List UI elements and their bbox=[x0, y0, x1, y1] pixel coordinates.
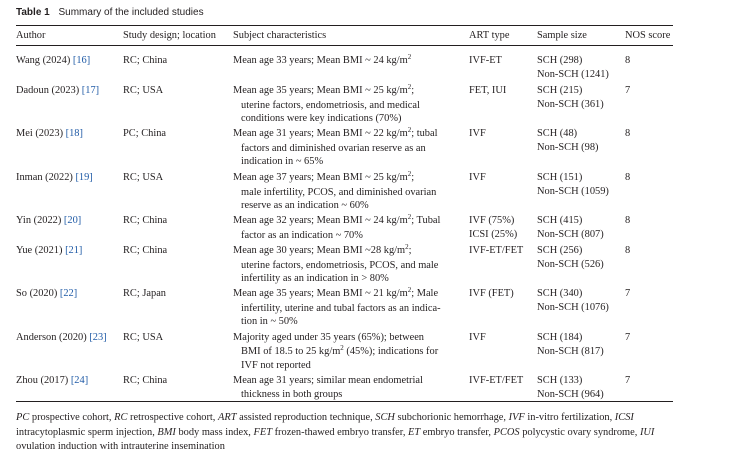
author-cell bbox=[16, 331, 107, 345]
table-title: Summary of the included studies bbox=[58, 7, 204, 18]
footnote-abbr: PCOS bbox=[493, 426, 520, 438]
footnote-abbr: RC bbox=[114, 412, 128, 423]
subject-line bbox=[233, 331, 438, 345]
subject-line-text: Mean age 33 years; Mean BMI ~ 24 kg/m bbox=[233, 55, 408, 66]
subject-line bbox=[233, 287, 441, 302]
footnote-abbr: PC bbox=[16, 412, 30, 423]
subject-line bbox=[233, 302, 441, 316]
art-cell bbox=[469, 171, 486, 185]
subject-line-tail: ; Male bbox=[411, 288, 439, 299]
author-name: Wang (2024) bbox=[16, 55, 73, 66]
subject-line bbox=[233, 54, 411, 69]
author-name: So (2020) bbox=[16, 288, 60, 299]
nos-cell: 7 bbox=[625, 332, 631, 343]
citation-link[interactable]: [19] bbox=[75, 172, 93, 183]
subject-line-text: Mean age 35 years; Mean BMI ~ 25 kg/m bbox=[233, 85, 408, 96]
subject-line bbox=[233, 259, 438, 273]
citation-link[interactable]: [16] bbox=[72, 55, 91, 66]
art-cell bbox=[469, 374, 523, 388]
footnote-abbr: FET bbox=[253, 426, 272, 438]
subject-line-text: Majority aged under 35 years (65%); between bbox=[233, 332, 425, 343]
design-cell: RC; USA bbox=[123, 332, 164, 343]
author-name: Yin (2022) bbox=[16, 215, 64, 226]
art-line: IVF-ET/FET bbox=[469, 375, 524, 386]
sample-cell bbox=[537, 171, 609, 198]
subject-line-text: uterine factors, endometriosis, and medical bbox=[241, 99, 420, 111]
subject-line bbox=[233, 155, 437, 169]
art-line: IVF bbox=[469, 332, 486, 343]
art-cell bbox=[469, 214, 517, 241]
sample-line: Non-SCH (1076) bbox=[537, 301, 609, 313]
author-name: Zhou (2017) bbox=[16, 375, 71, 386]
subject-line-sup: 2 bbox=[407, 170, 412, 178]
nos-cell: 7 bbox=[625, 288, 631, 299]
author-cell bbox=[16, 84, 99, 98]
art-line: IVF (FET) bbox=[469, 288, 514, 299]
sample-line: SCH (184) bbox=[537, 332, 583, 343]
art-cell bbox=[469, 287, 514, 301]
art-cell bbox=[469, 84, 506, 98]
subject-line-text: infertility, uterine and tubal factors as an indica- bbox=[241, 302, 441, 314]
sample-cell bbox=[537, 84, 604, 111]
header-subject: Subject characteristics bbox=[233, 30, 327, 41]
sample-line: SCH (133) bbox=[537, 375, 583, 386]
subject-line bbox=[233, 171, 436, 186]
subject-line bbox=[233, 84, 420, 99]
subject-line bbox=[233, 214, 440, 229]
subject-line-text: conditions were key indications (70%) bbox=[241, 113, 402, 124]
subject-line-tail: ; tubal bbox=[411, 128, 438, 139]
footnote-def: retrospective cohort, bbox=[127, 412, 218, 423]
art-line: IVF bbox=[469, 172, 486, 183]
author-cell bbox=[16, 287, 77, 301]
subject-line-text: IVF not reported bbox=[241, 360, 311, 371]
footnote-abbr: BMI bbox=[157, 426, 176, 438]
table-label: Table 1 bbox=[16, 7, 50, 18]
subject-cell bbox=[233, 287, 441, 329]
footnote-def: assisted reproduction technique, bbox=[236, 412, 376, 423]
subject-line-sup: 2 bbox=[405, 243, 409, 251]
nos-cell: 8 bbox=[625, 215, 631, 226]
citation-link[interactable]: [22] bbox=[59, 288, 78, 299]
subject-line-sup: 2 bbox=[407, 83, 412, 91]
subject-line-text: Mean age 37 years; Mean BMI ~ 25 kg/m bbox=[233, 172, 408, 183]
author-cell bbox=[16, 374, 88, 388]
citation-link[interactable]: [18] bbox=[65, 128, 83, 139]
table-footnote bbox=[16, 411, 686, 455]
footnote-def: ovulation induction with intrauterine insemination bbox=[16, 441, 225, 452]
sample-line: SCH (48) bbox=[537, 128, 578, 139]
author-name: Yue (2021) bbox=[16, 245, 66, 256]
nos-cell: 8 bbox=[625, 128, 631, 139]
subject-line-tail: ; Tubal bbox=[411, 215, 441, 226]
design-cell: RC; China bbox=[123, 245, 168, 256]
subject-cell bbox=[233, 54, 411, 69]
header-art: ART type bbox=[469, 30, 510, 41]
subject-line-text: Mean age 31 years; similar mean endometrial bbox=[233, 375, 423, 386]
sample-line: SCH (415) bbox=[537, 215, 583, 226]
design-cell: RC; USA bbox=[123, 85, 164, 96]
subject-line bbox=[233, 272, 438, 286]
subject-line-text: factors and diminished ovarian reserve as an bbox=[241, 142, 426, 154]
footnote-def: in-vitro fertilization, bbox=[524, 412, 615, 423]
subject-line bbox=[233, 345, 438, 360]
art-line: IVF-ET bbox=[469, 55, 502, 66]
header-author: Author bbox=[16, 30, 46, 41]
subject-line-text: uterine factors, endometriosis, PCOS, and male bbox=[241, 259, 439, 271]
subject-line-text: reserve as an indication ~ 60% bbox=[241, 200, 369, 211]
subject-cell bbox=[233, 374, 423, 401]
subject-line-sup: 2 bbox=[407, 213, 412, 221]
citation-link[interactable]: [21] bbox=[65, 245, 83, 256]
nos-cell: 8 bbox=[625, 172, 631, 183]
art-cell bbox=[469, 331, 486, 345]
header-design: Study design; location bbox=[123, 30, 216, 41]
subject-line-tail: (45%); indications for bbox=[343, 345, 439, 357]
sample-cell bbox=[537, 331, 604, 358]
author-cell bbox=[16, 54, 90, 68]
subject-line-sup: 2 bbox=[340, 343, 344, 352]
sample-cell bbox=[537, 287, 609, 314]
sample-line: Non-SCH (817) bbox=[537, 345, 604, 357]
header-rule bbox=[16, 45, 673, 46]
subject-line-text: Mean age 35 years; Mean BMI ~ 21 kg/m bbox=[233, 288, 408, 299]
subject-line-text: Mean age 32 years; Mean BMI ~ 24 kg/m bbox=[233, 215, 408, 226]
footnote-def: intracytoplasmic sperm injection, bbox=[16, 426, 158, 438]
footnote-abbr: ICSI bbox=[614, 412, 634, 423]
subject-line-text: BMI of 18.5 to 25 kg/m bbox=[241, 345, 341, 357]
subject-line-sup: 2 bbox=[407, 126, 412, 134]
bottom-rule bbox=[16, 401, 673, 402]
sample-line: Non-SCH (807) bbox=[537, 228, 604, 240]
sample-line: Non-SCH (361) bbox=[537, 98, 604, 110]
design-cell: RC; Japan bbox=[123, 288, 167, 299]
art-line: IVF (75%) bbox=[469, 215, 515, 226]
sample-line: SCH (256) bbox=[537, 245, 583, 256]
nos-cell: 8 bbox=[625, 55, 631, 66]
top-rule bbox=[16, 25, 673, 26]
footnote-def: polycystic ovary syndrome, bbox=[519, 426, 640, 438]
subject-cell bbox=[233, 171, 436, 213]
footnote-def: body mass index, bbox=[175, 426, 254, 438]
sample-line: SCH (298) bbox=[537, 55, 583, 66]
art-cell bbox=[469, 244, 523, 258]
design-cell: RC; China bbox=[123, 55, 168, 66]
subject-line-tail: ; bbox=[411, 172, 415, 183]
subject-line bbox=[233, 142, 437, 156]
subject-line bbox=[233, 127, 437, 142]
subject-line-tail: ; bbox=[411, 85, 415, 96]
subject-line-text: male infertility, PCOS, and diminished ovarian bbox=[241, 186, 437, 198]
citation-link[interactable]: [20] bbox=[63, 215, 82, 226]
nos-cell: 7 bbox=[625, 375, 631, 386]
header-sample: Sample size bbox=[537, 30, 587, 41]
subject-line bbox=[233, 199, 436, 213]
author-name: Mei (2023) bbox=[16, 128, 66, 139]
nos-cell: 7 bbox=[625, 85, 631, 96]
sample-line: SCH (151) bbox=[537, 172, 583, 183]
footnote-abbr: IUI bbox=[639, 426, 655, 438]
citation-link[interactable]: [23] bbox=[89, 332, 107, 343]
author-cell bbox=[16, 214, 81, 228]
subject-line bbox=[233, 186, 436, 200]
subject-line bbox=[233, 388, 423, 402]
subject-line-text: factor as an indication ~ 70% bbox=[241, 229, 363, 241]
subject-line-text: infertility as an indication in > 80% bbox=[241, 273, 389, 284]
author-cell bbox=[16, 244, 82, 258]
author-name: Anderson (2020) bbox=[16, 332, 90, 343]
subject-line-text: Mean age 30 years; Mean BMI ~28 kg/m bbox=[233, 245, 406, 256]
nos-cell: 8 bbox=[625, 245, 631, 256]
sample-cell bbox=[537, 244, 604, 271]
sample-line: SCH (340) bbox=[537, 288, 583, 299]
citation-link[interactable]: [24] bbox=[70, 375, 89, 386]
footnote-def: frozen-thawed embryo transfer, bbox=[271, 426, 409, 438]
author-cell bbox=[16, 171, 93, 185]
subject-cell bbox=[233, 214, 440, 242]
sample-line: Non-SCH (98) bbox=[537, 141, 599, 153]
footnote-abbr: SCH bbox=[375, 412, 395, 423]
footnote-def: embryo transfer, bbox=[420, 426, 494, 438]
art-line: FET, IUI bbox=[469, 85, 507, 96]
author-cell bbox=[16, 127, 83, 141]
design-cell: RC; China bbox=[123, 215, 168, 226]
subject-line-tail: ; bbox=[408, 245, 412, 256]
sample-line: SCH (215) bbox=[537, 85, 583, 96]
subject-line-text: tion in ~ 50% bbox=[241, 316, 298, 327]
sample-cell bbox=[537, 54, 609, 81]
sample-line: Non-SCH (964) bbox=[537, 388, 604, 400]
art-cell bbox=[469, 127, 486, 141]
author-name: Dadoun (2023) bbox=[16, 85, 82, 96]
art-line: ICSI (25%) bbox=[469, 228, 518, 240]
design-cell: RC; China bbox=[123, 375, 168, 386]
art-cell bbox=[469, 54, 502, 68]
sample-line: Non-SCH (1059) bbox=[537, 185, 609, 197]
subject-line-text: Mean age 31 years; Mean BMI ~ 22 kg/m bbox=[233, 128, 408, 139]
subject-line bbox=[233, 374, 423, 388]
footnote-abbr: ET bbox=[408, 426, 421, 438]
subject-line-text: indication in ~ 65% bbox=[241, 156, 324, 167]
sample-cell bbox=[537, 127, 598, 154]
subject-line-text: thickness in both groups bbox=[241, 388, 343, 400]
footnote-def: subchorionic hemorrhage, bbox=[394, 412, 509, 423]
subject-line-sup: 2 bbox=[407, 53, 412, 61]
design-cell: PC; China bbox=[123, 128, 167, 139]
sample-cell bbox=[537, 214, 604, 241]
subject-cell bbox=[233, 244, 438, 286]
footnote-abbr: IVF bbox=[508, 412, 525, 423]
subject-line bbox=[233, 112, 420, 126]
subject-line bbox=[233, 229, 440, 243]
subject-line bbox=[233, 359, 438, 373]
header-nos: NOS score bbox=[625, 30, 671, 41]
sample-line: Non-SCH (526) bbox=[537, 258, 604, 270]
subject-cell bbox=[233, 127, 437, 169]
subject-line bbox=[233, 99, 420, 113]
subject-line bbox=[233, 244, 438, 259]
sample-line: Non-SCH (1241) bbox=[537, 68, 609, 80]
art-line: IVF bbox=[469, 128, 486, 139]
footnote-abbr: ART bbox=[218, 412, 237, 423]
design-cell: RC; USA bbox=[123, 172, 164, 183]
subject-line bbox=[233, 315, 441, 329]
art-line: IVF-ET/FET bbox=[469, 245, 524, 256]
subject-line-sup: 2 bbox=[407, 286, 412, 294]
table-caption bbox=[16, 7, 204, 18]
citation-link[interactable]: [17] bbox=[81, 85, 100, 96]
subject-cell bbox=[233, 331, 438, 373]
sample-cell bbox=[537, 374, 604, 401]
author-name: Inman (2022) bbox=[16, 172, 76, 183]
subject-cell bbox=[233, 84, 420, 126]
footnote-def: prospective cohort, bbox=[29, 412, 115, 423]
